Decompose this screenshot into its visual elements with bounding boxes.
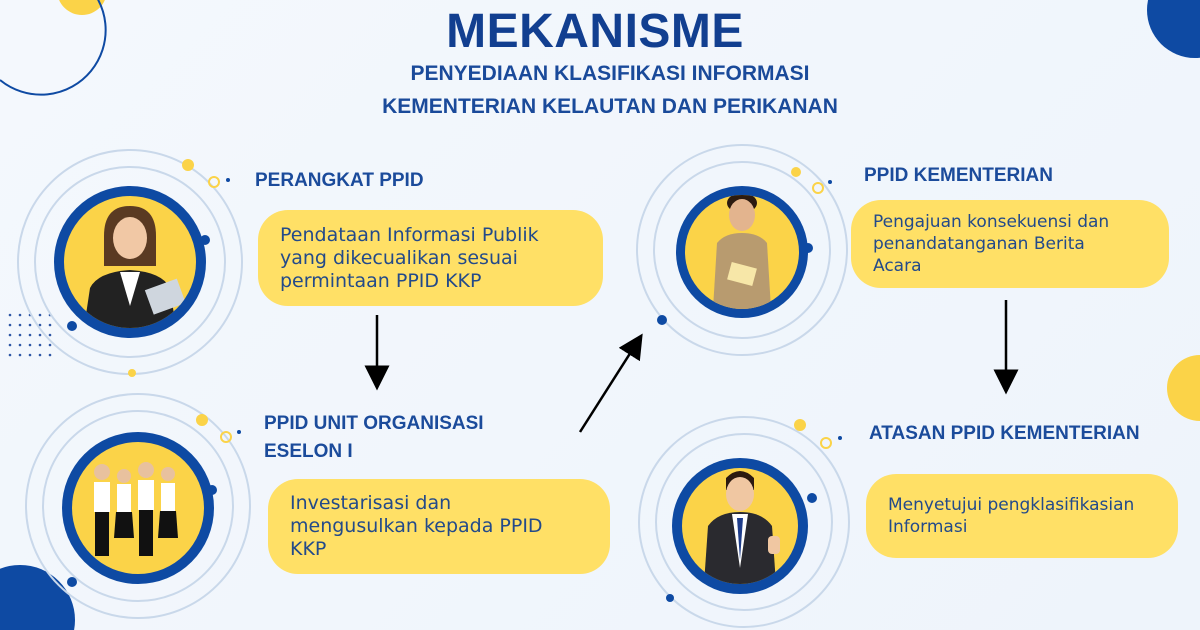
- avatar-ppid-unit-organisasi: [62, 432, 214, 584]
- node-title-perangkat-ppid: PERANGKAT PPID: [255, 170, 424, 191]
- page-subtitle-line-1: PENYEDIAAN KLASIFIKASI INFORMASI: [410, 62, 810, 85]
- node-text-line: Investarisasi dan: [290, 492, 452, 514]
- businessman-thumbs-up-icon: [682, 468, 798, 584]
- side-dot-yellow: [1167, 355, 1200, 421]
- node-text-line: permintaan PPID KKP: [280, 269, 482, 292]
- node-text-line: KKP: [290, 538, 327, 560]
- node-text-line: mengusulkan kepada PPID: [290, 515, 543, 537]
- node-title-ppid-unit-organisasi: [264, 410, 484, 465]
- group-of-employees-icon: [72, 442, 204, 574]
- node-text-line: Pendataan Informasi Publik: [280, 223, 539, 246]
- officer-in-uniform-icon: [685, 195, 799, 309]
- avatar-atasan-ppid-kementerian: [672, 458, 808, 594]
- node-box-atasan-ppid-kementerian: [866, 474, 1178, 558]
- node-box-ppid-unit-organisasi: [268, 479, 610, 574]
- node-text-line: Informasi: [888, 517, 968, 537]
- node-title-line: PPID UNIT ORGANISASI: [264, 413, 484, 434]
- node-box-ppid-kementerian: [851, 200, 1169, 288]
- node-text-line: yang dikecualikan sesuai: [280, 246, 518, 269]
- node-title-atasan-ppid-kementerian: ATASAN PPID KEMENTERIAN: [869, 423, 1140, 444]
- node-text-line: penandatanganan Berita: [873, 234, 1085, 254]
- node-title-ppid-kementerian: PPID KEMENTERIAN: [864, 165, 1053, 186]
- operator-woman-icon: [64, 196, 196, 328]
- arrow-up-diagonal: [580, 344, 636, 432]
- node-text-line: Menyetujui pengklasifikasian: [888, 495, 1135, 515]
- corner-dot-navy-bottom: [0, 565, 75, 630]
- node-text-line: Pengajuan konsekuensi dan: [873, 212, 1110, 232]
- node-box-perangkat-ppid: [258, 210, 603, 306]
- page-title: MEKANISME: [446, 5, 744, 58]
- avatar-ppid-kementerian: [676, 186, 808, 318]
- node-title-line: ESELON I: [264, 440, 353, 462]
- avatar-perangkat-ppid: [54, 186, 206, 338]
- page-subtitle-line-2: KEMENTERIAN KELAUTAN DAN PERIKANAN: [382, 95, 838, 118]
- node-text-line: Acara: [873, 256, 922, 276]
